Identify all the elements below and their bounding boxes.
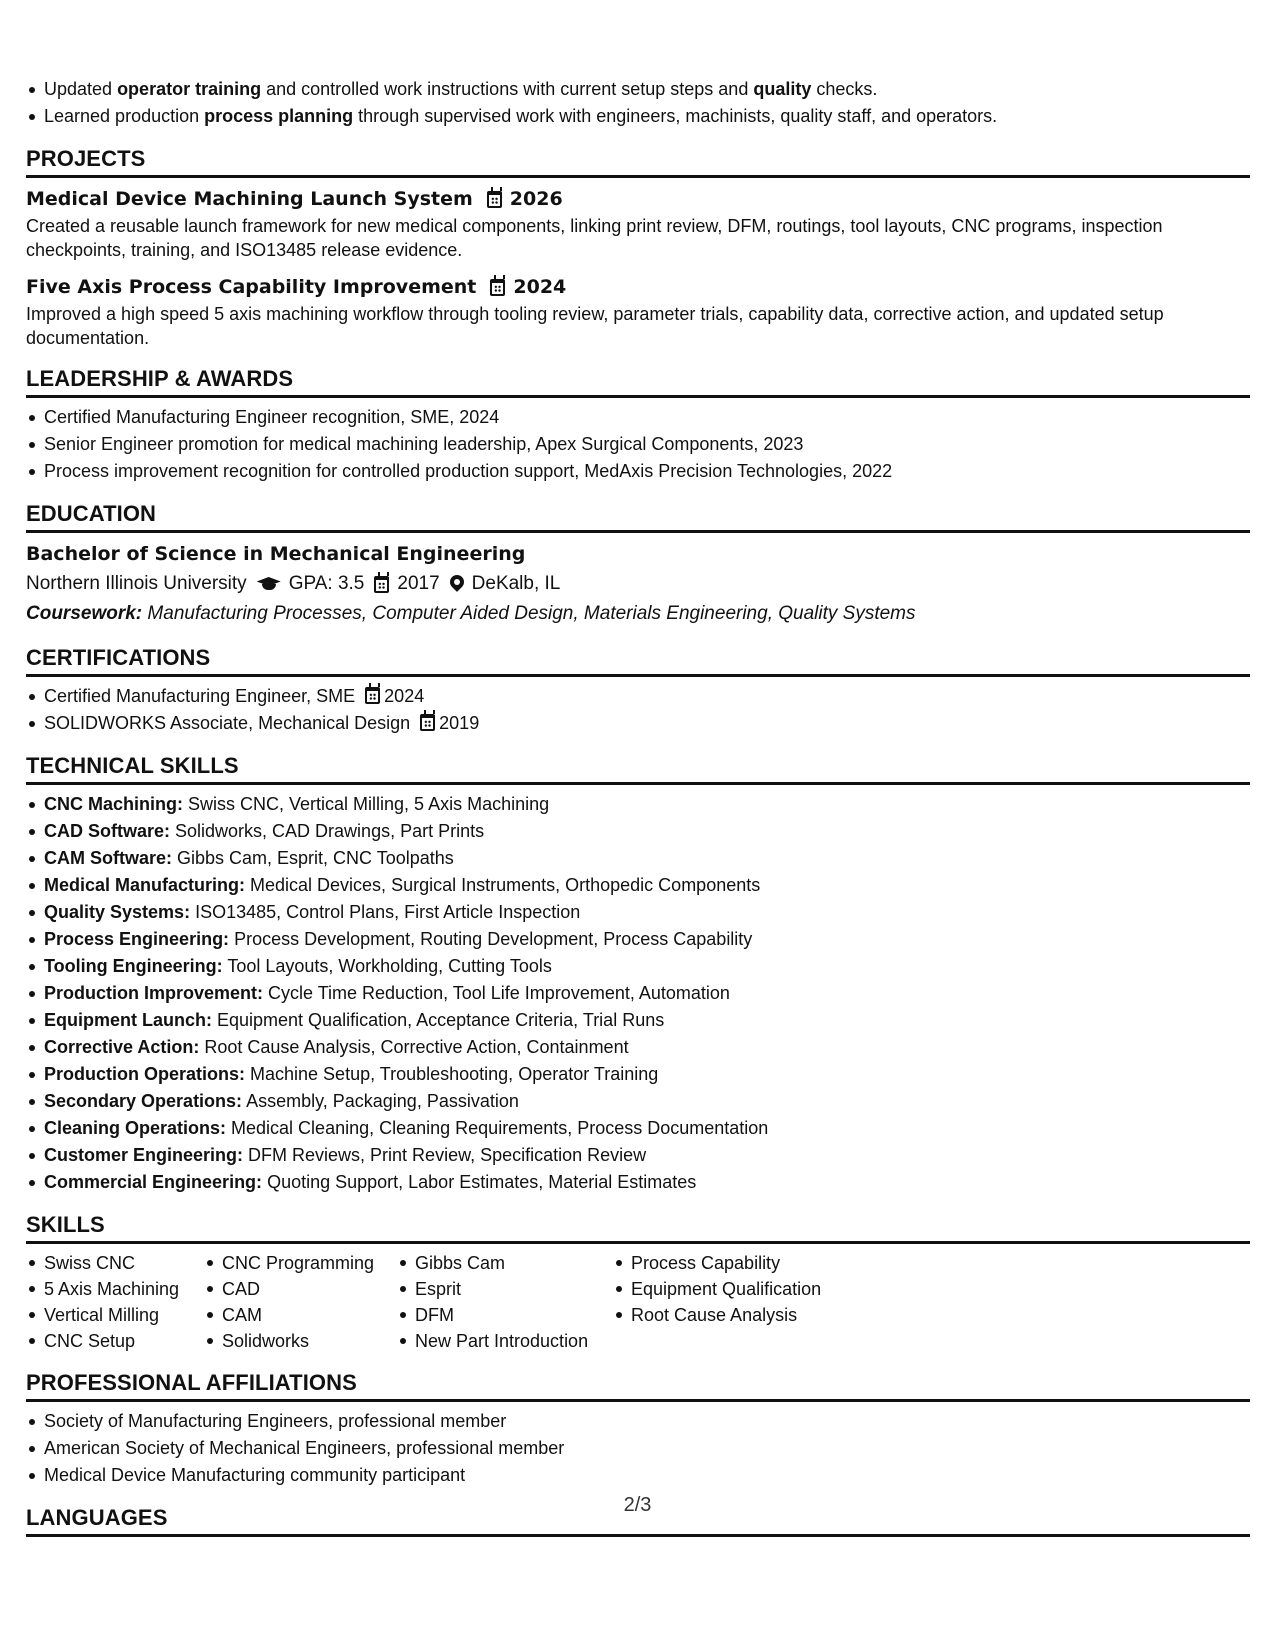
project-item <box>26 184 1250 262</box>
graduation-year: 2017 <box>397 573 440 594</box>
project-item <box>26 272 1250 350</box>
calendar-icon <box>420 714 435 731</box>
skills-column <box>397 1250 613 1354</box>
technical-skills-list <box>26 791 1250 1196</box>
technical-skill-item: Commercial Engineering: Quoting Support, Labor Estimates, Material Estimates <box>26 1169 1250 1196</box>
skills-column <box>613 1250 873 1354</box>
experience-bullet: Updated operator training and controlled work instructions with current setup steps and quality checks. <box>26 76 1250 103</box>
technical-skill-item: Cleaning Operations: Medical Cleaning, Cleaning Requirements, Process Documentation <box>26 1115 1250 1142</box>
project-description: Improved a high speed 5 axis machining workflow through tooling review, parameter trials, capability data, corrective action, and updated setup documentation. <box>26 304 1164 348</box>
school-name: Northern Illinois University <box>26 573 247 594</box>
skill-item: CAD <box>204 1276 397 1302</box>
affiliations-section <box>26 1368 1250 1489</box>
skills-column <box>204 1250 397 1354</box>
gpa: GPA: 3.5 <box>288 573 365 594</box>
skill-item: Solidworks <box>204 1328 397 1354</box>
technical-skill-item: Production Operations: Machine Setup, Troubleshooting, Operator Training <box>26 1061 1250 1088</box>
skill-item: Gibbs Cam <box>397 1250 613 1276</box>
project-year: 2026 <box>509 188 563 210</box>
section-title-skills: SKILLS <box>26 1210 1250 1244</box>
technical-skill-item: CAD Software: Solidworks, CAD Drawings, Part Prints <box>26 818 1250 845</box>
skill-item: 5 Axis Machining <box>26 1276 204 1302</box>
list-item: Society of Manufacturing Engineers, professional member <box>26 1408 1250 1435</box>
graduation-cap-icon <box>257 576 281 592</box>
section-title-languages: LANGUAGES <box>26 1503 1250 1537</box>
technical-skills-section <box>26 751 1250 1196</box>
technical-skill-item: Equipment Launch: Equipment Qualification, Acceptance Criteria, Trial Runs <box>26 1007 1250 1034</box>
calendar-icon <box>487 191 502 208</box>
technical-skill-item: Secondary Operations: Assembly, Packaging, Passivation <box>26 1088 1250 1115</box>
technical-skill-item: Production Improvement: Cycle Time Reduction, Tool Life Improvement, Automation <box>26 980 1250 1007</box>
technical-skill-item: CNC Machining: Swiss CNC, Vertical Milling, 5 Axis Machining <box>26 791 1250 818</box>
list-item: Senior Engineer promotion for medical machining leadership, Apex Surgical Components, 2023 <box>26 431 1250 458</box>
skill-item: New Part Introduction <box>397 1328 613 1354</box>
section-title-affiliations: PROFESSIONAL AFFILIATIONS <box>26 1368 1250 1402</box>
technical-skill-item: Tooling Engineering: Tool Layouts, Workholding, Cutting Tools <box>26 953 1250 980</box>
projects-section <box>26 144 1250 350</box>
degree: Bachelor of Science in Mechanical Engineering <box>26 543 526 565</box>
skill-item: CNC Setup <box>26 1328 204 1354</box>
map-pin-icon <box>450 575 464 594</box>
technical-skill-item: Process Engineering: Process Development, Routing Development, Process Capability <box>26 926 1250 953</box>
skill-item: Root Cause Analysis <box>613 1302 873 1328</box>
list-item: American Society of Mechanical Engineers, professional member <box>26 1435 1250 1462</box>
coursework: Coursework: Manufacturing Processes, Computer Aided Design, Materials Engineering, Quality Systems <box>26 603 916 624</box>
technical-skill-item: Customer Engineering: DFM Reviews, Print Review, Specification Review <box>26 1142 1250 1169</box>
project-description: Created a reusable launch framework for new medical components, linking print review, DFM, routings, tool layouts, CNC programs, inspection checkpoints, training, and ISO13485 release evidence. <box>26 216 1163 260</box>
skill-item: Esprit <box>397 1276 613 1302</box>
section-title-technical-skills: TECHNICAL SKILLS <box>26 751 1250 785</box>
skills-grid <box>26 1250 1250 1354</box>
list-item: Medical Device Manufacturing community participant <box>26 1462 1250 1489</box>
list-item: Process improvement recognition for controlled production support, MedAxis Precision Technologies, 2022 <box>26 458 1250 485</box>
education-details <box>26 569 1250 599</box>
education-section <box>26 499 1250 629</box>
project-name: Five Axis Process Capability Improvement <box>26 276 477 298</box>
section-title-education: EDUCATION <box>26 499 1250 533</box>
project-name: Medical Device Machining Launch System <box>26 188 473 210</box>
section-title-leadership: LEADERSHIP & AWARDS <box>26 364 1250 398</box>
section-title-projects: PROJECTS <box>26 144 1250 178</box>
page-number: 2/3 <box>623 1494 652 1516</box>
resume-page <box>26 76 1250 1543</box>
experience-bullets <box>26 76 1250 130</box>
skill-item: Swiss CNC <box>26 1250 204 1276</box>
technical-skill-item: Quality Systems: ISO13485, Control Plans, First Article Inspection <box>26 899 1250 926</box>
calendar-icon <box>374 576 389 593</box>
list-item: Certified Manufacturing Engineer recognition, SME, 2024 <box>26 404 1250 431</box>
section-title-certifications: CERTIFICATIONS <box>26 643 1250 677</box>
skills-column <box>26 1250 204 1354</box>
skill-item: Equipment Qualification <box>613 1276 873 1302</box>
skills-section <box>26 1210 1250 1354</box>
location: DeKalb, IL <box>471 573 561 594</box>
skill-item: CNC Programming <box>204 1250 397 1276</box>
skill-item: CAM <box>204 1302 397 1328</box>
technical-skill-item: Corrective Action: Root Cause Analysis, Corrective Action, Containment <box>26 1034 1250 1061</box>
calendar-icon <box>490 279 505 296</box>
experience-bullet: Learned production process planning through supervised work with engineers, machinists, quality staff, and operators. <box>26 103 1250 130</box>
project-year: 2024 <box>513 276 567 298</box>
calendar-icon <box>365 687 380 704</box>
certification-item: SOLIDWORKS Associate, Mechanical Design 2019 <box>26 710 1250 737</box>
technical-skill-item: Medical Manufacturing: Medical Devices, Surgical Instruments, Orthopedic Components <box>26 872 1250 899</box>
technical-skill-item: CAM Software: Gibbs Cam, Esprit, CNC Toolpaths <box>26 845 1250 872</box>
skill-item: DFM <box>397 1302 613 1328</box>
leadership-section <box>26 364 1250 485</box>
skill-item: Process Capability <box>613 1250 873 1276</box>
skill-item: Vertical Milling <box>26 1302 204 1328</box>
certifications-section <box>26 643 1250 737</box>
certification-item: Certified Manufacturing Engineer, SME 2024 <box>26 683 1250 710</box>
